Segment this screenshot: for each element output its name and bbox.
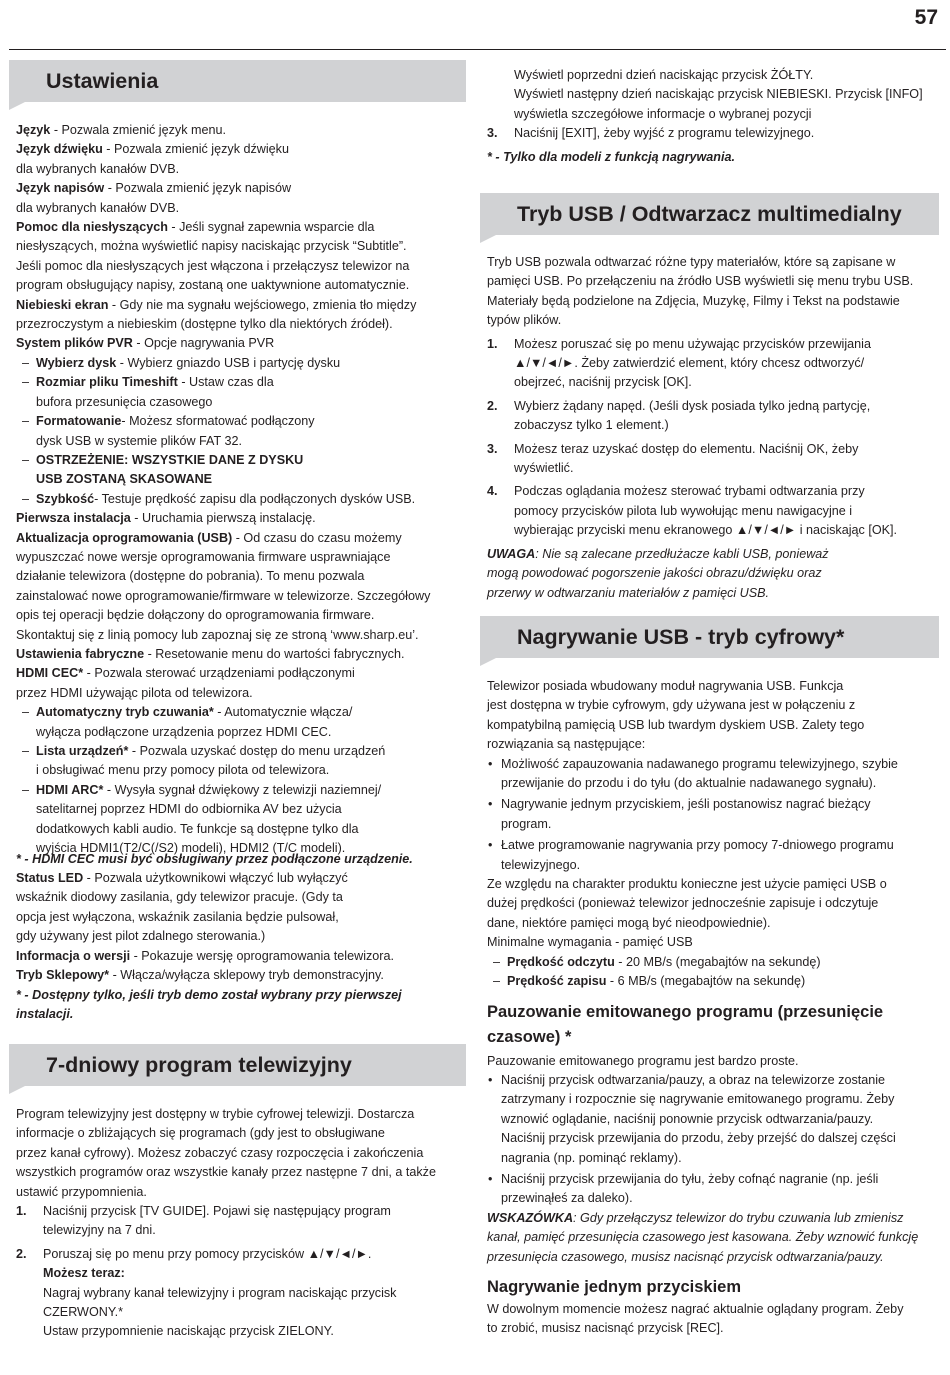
recording-intro-line: jest dostępna w trybie cyfrowym, gdy używana jest w połączeniu z	[487, 698, 856, 713]
recording-intro-line: rozwiązania są następujące:	[487, 737, 646, 752]
requirements-line: dane, niektóre pamięci mogą być nieodpowiednie).	[487, 915, 771, 930]
setting-desc: - Uruchamia pierwszą instalację.	[130, 511, 316, 526]
step-text: wybierając przyciski menu ekranowego ▲/▼/◄/► i naciskając [OK].	[514, 523, 898, 538]
setting-desc: i obsługiwać menu przy pomocy pilota od telewizora.	[36, 763, 330, 778]
setting-line	[16, 548, 466, 567]
bullet-text: • Naciśnij przycisk przewijania do tyłu, żeby cofnąć nagranie (np. jeśli	[501, 1171, 879, 1186]
setting-term: Szybkość	[36, 491, 95, 506]
pause-heading: czasowe) *	[487, 1027, 572, 1046]
setting-line	[16, 373, 466, 392]
setting-desc: - Pozwala użytkownikowi włączyć lub wyłączyć	[83, 871, 348, 885]
setting-desc: - Pozwala zmienić język dźwięku	[102, 142, 289, 157]
bullet-text: wznowić oglądanie, naciśnij ponownie przycisk odtwarzania/pauzy.	[501, 1111, 874, 1126]
setting-term: Pierwsza instalacja	[16, 511, 131, 526]
step-number: 4.	[487, 484, 498, 499]
setting-line	[16, 334, 466, 353]
setting-line	[16, 820, 466, 839]
setting-desc: przez HDMI używając pilota od telewizora.	[16, 685, 253, 700]
setting-term: Język	[16, 123, 51, 137]
recording-requirements	[487, 875, 939, 953]
setting-desc: - Testuje prędkość zapisu dla podłączonych dysków USB.	[94, 491, 416, 506]
one-touch-heading: Nagrywanie jednym przyciskiem	[487, 1277, 742, 1296]
usb-intro-line: pamięci USB. Po przełączeniu na źródło USB wyświetli się menu trybu USB.	[487, 274, 914, 289]
epg-intro-line: wszystkich programów oraz wszystkie kanały przez następne 7 dni, a także	[16, 1165, 436, 1180]
epg-intro-line: przez kanał cyfrowy). Możesz zobaczyć czasy rozpoczęcia i zakończenia	[16, 1145, 424, 1160]
setting-term: Informacja o wersji	[16, 948, 131, 963]
setting-desc: satelitarnej poprzez HDMI do odbiornika AV bez użycia	[36, 802, 342, 817]
setting-line	[16, 800, 466, 819]
setting-term: Pomoc dla niesłyszących	[16, 220, 168, 235]
epg-body	[16, 1105, 466, 1342]
setting-term: Formatowanie	[36, 414, 122, 429]
usb-body	[487, 253, 939, 603]
usb-warning-line: mogą powodować pogorszenie jakości obrazu/dźwięku oraz	[487, 566, 822, 581]
pause-intro: Pauzowanie emitowanego programu jest bardzo proste.	[487, 1053, 799, 1068]
setting-term: Język napisów	[16, 181, 105, 196]
setting-line	[16, 257, 466, 276]
bullet-text: telewizyjnego.	[501, 857, 581, 872]
setting-desc: - Opcje nagrywania PVR	[132, 336, 275, 351]
recording-intro-line: kompatybilną pamięcią USB lub twardym dyskiem USB. Zalety tego	[487, 717, 865, 732]
bullet-item	[487, 836, 939, 875]
recording-intro	[487, 677, 939, 755]
bullet-item	[487, 755, 939, 794]
setting-desc: opcja jest wyłączona, wskaźnik zasilania będzie pulsował,	[16, 909, 339, 924]
note-demo-line1: * - Dostępny tylko, jeśli tryb demo został wybrany przy pierwszej	[16, 988, 402, 1002]
req-label: Prędkość odczytu	[507, 954, 615, 969]
setting-desc: - Jeśli sygnał zapewnia wsparcie dla	[167, 220, 375, 235]
setting-line	[16, 315, 466, 334]
setting-line	[16, 509, 466, 528]
setting-desc: - Pozwala uzyskać dostęp do menu urządzeń	[128, 744, 386, 758]
setting-line	[16, 121, 466, 140]
setting-desc: działanie telewizora (dostępne do pobrania). To menu pozwala	[16, 569, 365, 584]
setting-line	[16, 703, 466, 722]
setting-desc: - Automatycznie włącza/	[213, 705, 353, 720]
requirements-line: dużej prędkości (ponieważ telewizor jednocześnie zapisuje i odczytuje	[487, 896, 879, 911]
setting-line	[16, 606, 466, 625]
step-text: pomocy przycisków pilota lub wywołując menu nawigacyjne i	[514, 503, 853, 518]
epg-step-2	[16, 1245, 466, 1342]
step-text: Wybierz żądany napęd. (Jeśli dysk posiada tylko jedną partycję,	[514, 398, 871, 413]
req-read-speed	[487, 953, 939, 972]
usb-intro	[487, 253, 939, 331]
bullet-text: przewijanie do przodu i do tyłu (do aktualnie nadawanego sygnału).	[501, 776, 877, 791]
setting-term: Aktualizacja oprogramowania (USB)	[16, 530, 233, 545]
note-demo-line2: instalacji.	[16, 1007, 74, 1022]
step-text: CZERWONY.*	[43, 1305, 124, 1320]
setting-line	[16, 587, 466, 606]
step-text: Naciśnij przycisk [TV GUIDE]. Pojawi się następujący program	[43, 1204, 391, 1219]
setting-line	[16, 276, 466, 295]
setting-line	[16, 490, 466, 509]
setting-line	[16, 179, 466, 198]
one-touch-section	[487, 1275, 939, 1339]
setting-line	[16, 684, 466, 703]
setting-line	[16, 218, 466, 237]
one-touch-text: W dowolnym momencie możesz nagrać aktualnie oglądany program. Żeby	[487, 1301, 904, 1316]
bullet-text: przewinąłeś za daleko).	[501, 1191, 633, 1206]
setting-term: OSTRZEŻENIE: WSZYSTKIE DANE Z DYSKU	[36, 452, 304, 467]
step-number: 1.	[487, 336, 498, 351]
epg-intro-line: Program telewizyjny jest dostępny w trybie cyfrowej telewizji. Dostarcza	[16, 1107, 415, 1121]
warning-label: UWAGA	[487, 546, 536, 561]
recording-body	[487, 677, 939, 1339]
step-text: Możesz teraz:	[43, 1266, 125, 1281]
setting-term: HDMI ARC*	[36, 782, 104, 797]
setting-line	[16, 567, 466, 586]
bullet-text: • Możliwość zapauzowania nadawanego programu telewizyjnego, szybie	[501, 756, 898, 771]
setting-desc: - Wysyła sygnał dźwiękowy z telewizji naziemnej/	[103, 782, 382, 797]
req-label: Prędkość zapisu	[507, 974, 607, 989]
step-number: 1.	[16, 1204, 27, 1219]
setting-line	[16, 723, 466, 742]
settings-list	[16, 121, 466, 858]
bullet-text: nagrania (np. pominąć reklamy).	[501, 1150, 682, 1165]
setting-line	[16, 470, 466, 489]
epg-cont-line: Wyświetl następny dzień naciskając przycisk NIEBIESKI. Przycisk [INFO]	[514, 87, 923, 102]
tip-label: WSKAZÓWKA	[487, 1210, 574, 1225]
step-text: Nagraj wybrany kanał telewizyjny i program naciskając przycisk	[43, 1285, 397, 1300]
step-text: telewizyjny na 7 dni.	[43, 1223, 156, 1238]
usb-steps	[487, 335, 939, 541]
setting-term: System plików PVR	[16, 336, 133, 351]
step-text: Poruszaj się po menu przy pomocy przycisków ▲/▼/◄/►.	[43, 1246, 372, 1261]
step-text: Podczas oglądania możesz sterować trybami odtwarzania przy	[514, 484, 865, 499]
req-value: - 20 MB/s (megabajtów na sekundę)	[614, 954, 821, 969]
bullet-text: Naciśnij przycisk przewijania do przodu, żeby przejść do dalszej części	[501, 1131, 896, 1146]
setting-desc: przezroczystym a niebieskim (dostępne tylko dla niektórych źródeł).	[16, 317, 393, 332]
setting-term: Status LED	[16, 871, 84, 885]
section-header-settings: Ustawienia	[9, 60, 466, 102]
setting-line	[16, 529, 466, 548]
setting-term: HDMI CEC*	[16, 666, 84, 681]
epg-continued	[487, 66, 939, 167]
setting-desc: dodatkowych kabli audio. Te funkcje są dostępne tylko dla	[36, 821, 359, 836]
bullet-text: • Naciśnij przycisk odtwarzania/pauzy, a obraz na telewizorze zostanie	[501, 1072, 886, 1087]
setting-line	[16, 869, 466, 888]
step-number: 2.	[16, 1246, 27, 1261]
top-divider	[9, 49, 946, 50]
setting-desc: - Od czasu do czasu możemy	[232, 530, 402, 545]
recording-intro-line: Telewizor posiada wbudowany moduł nagrywania USB. Funkcja	[487, 679, 844, 693]
setting-term: Lista urządzeń*	[36, 744, 129, 758]
bullet-item	[487, 1071, 939, 1168]
bullet-text: • Nagrywanie jednym przyciskiem, jeśli postanowisz nagrać bieżący	[501, 797, 871, 812]
note-hdmi-cec: * - HDMI CEC musi być obsługiwany przez podłączone urządzenie.	[16, 852, 413, 866]
setting-line	[16, 451, 466, 470]
epg-note: * - Tylko dla modeli z funkcją nagrywania.	[487, 149, 735, 164]
setting-line	[16, 947, 466, 966]
usb-warning-line: przerwy w odtwarzaniu materiałów z pamięci USB.	[487, 585, 770, 600]
setting-desc: - Pokazuje wersję oprogramowania telewizora.	[130, 948, 394, 963]
step-text: zobaczysz tylko 1 element.)	[514, 418, 669, 433]
epg-cont-line: Wyświetl poprzedni dzień naciskając przycisk ŻÓŁTY.	[514, 68, 814, 82]
usb-warning	[487, 545, 939, 564]
bullet-text: program.	[501, 816, 552, 831]
setting-desc: - Pozwala zmienić język napisów	[104, 181, 292, 196]
bullet-text: • Łatwe programowanie nagrywania przy pomocy 7-dniowego programu	[501, 838, 894, 853]
step-text: Możesz poruszać się po menu używając przycisków przewijania	[514, 336, 871, 351]
warning-text: : Nie są zalecane przedłużacze kabli USB, ponieważ	[535, 546, 829, 561]
usb-step	[487, 482, 939, 540]
setting-desc: opis tej operacji będzie dołączony do oprogramowania firmware.	[16, 608, 375, 623]
step-text: ▲/▼/◄/►. Żeby zatwierdzić element, który chcesz odtworzyć/	[514, 356, 865, 371]
setting-desc: niesłyszących, można wyświetlić napisy naciskając przycisk “Subtitle”.	[16, 239, 407, 254]
setting-desc: - Włącza/wyłącza sklepowy tryb demonstracyjny.	[109, 968, 384, 983]
pause-section	[487, 1000, 939, 1267]
setting-desc: wskaźnik diodowy zasilania, gdy telewizor pracuje. (Gdy ta	[16, 890, 343, 905]
setting-desc: wypuszczać nowe wersje oprogramowania firmware usprawniające	[16, 549, 391, 564]
requirements-line: Minimalne wymagania - pamięć USB	[487, 935, 693, 950]
step-number: 3.	[487, 441, 498, 456]
setting-term: USB ZOSTANĄ SKASOWANE	[36, 472, 213, 487]
pause-tip-line: przesunięcia czasowego, musisz nacisnąć przycisk odtwarzania/pauzy.	[487, 1249, 884, 1264]
setting-line	[16, 199, 466, 218]
step-text: wyświetlić.	[514, 461, 574, 476]
setting-line	[16, 645, 466, 664]
section-header-recording: Nagrywanie USB - tryb cyfrowy*	[480, 616, 939, 658]
setting-term: Język dźwięku	[16, 142, 103, 157]
setting-desc: - Pozwala zmienić język menu.	[50, 123, 227, 137]
setting-desc: Skontaktuj się z linią pomocy lub zapoznaj się ze stroną ‘www.sharp.eu’.	[16, 627, 419, 642]
bullet-item	[487, 795, 939, 834]
bullet-item	[487, 1170, 939, 1209]
epg-step-3	[487, 124, 939, 143]
setting-term: Ustawienia fabryczne	[16, 646, 145, 661]
step-text: Możesz teraz uzyskać dostęp do elementu. Naciśnij OK, żeby	[514, 441, 859, 456]
setting-desc: - Ustaw czas dla	[177, 375, 274, 390]
settings-note-demo	[16, 986, 466, 1025]
page-number: 57	[914, 6, 938, 29]
setting-term: Automatyczny tryb czuwania*	[36, 705, 214, 720]
one-touch-text: to zrobić, musisz nacisnąć przycisk [REC].	[487, 1321, 724, 1336]
setting-line	[16, 664, 466, 683]
epg-step-1	[16, 1202, 466, 1241]
tip-text: : Gdy przełączysz telewizor do trybu czuwania lub zmienisz	[573, 1210, 904, 1225]
setting-desc: wyjścia HDMI1(T2/C(/S2) modeli), HDMI2 (T/C modeli).	[36, 841, 346, 856]
settings-note-hdmi	[16, 850, 466, 869]
epg-cont-line: wyświetla szczegółowe informacje o wybranej pozycji	[514, 106, 812, 121]
step-text: Ustaw przypomnienie naciskając przycisk ZIELONY.	[43, 1324, 334, 1339]
pause-tip	[487, 1209, 939, 1228]
setting-desc: dla wybranych kanałów DVB.	[16, 161, 180, 176]
setting-desc: zainstalować nowe oprogramowanie/firmware w telewizorze. Szczegółowy	[16, 588, 431, 603]
setting-desc: wyłącza podłączone urządzenia poprzez HDMI CEC.	[36, 724, 332, 739]
step-number: 3.	[487, 126, 498, 141]
setting-desc: - Resetowanie menu do wartości fabrycznych.	[144, 646, 405, 661]
section-header-epg: 7-dniowy program telewizyjny	[9, 1044, 466, 1086]
epg-intro	[16, 1105, 466, 1202]
setting-line	[16, 296, 466, 315]
setting-term: Tryb Sklepowy*	[16, 968, 110, 983]
setting-line	[16, 354, 466, 373]
setting-line	[16, 761, 466, 780]
usb-step	[487, 397, 939, 436]
pause-tip-line: kanał, pamięć przesunięcia czasowego jest kasowana. Żeby wznowić funkcję	[487, 1230, 919, 1245]
setting-line	[16, 412, 466, 431]
setting-term: Wybierz dysk	[36, 355, 117, 370]
setting-desc: dysk USB w systemie plików FAT 32.	[36, 433, 242, 448]
setting-desc: - Gdy nie ma sygnału wejściowego, zmienia tło między	[108, 297, 417, 312]
setting-line	[16, 432, 466, 451]
setting-line	[16, 140, 466, 159]
usb-intro-line: Materiały będą podzielone na Zdjęcia, Muzykę, Filmy i Tekst na podstawie	[487, 293, 900, 308]
setting-line	[16, 888, 466, 907]
setting-line	[16, 966, 466, 985]
section-header-usb: Tryb USB / Odtwarzacz multimedialny	[480, 193, 939, 235]
setting-desc: - Pozwala sterować urządzeniami podłączonymi	[83, 666, 355, 681]
setting-line	[16, 393, 466, 412]
pause-heading: Pauzowanie emitowanego programu (przesunięcie	[487, 1002, 884, 1021]
bullet-text: zatrzymany i rozpocznie się nagrywanie emitowanego programu. Żeby	[501, 1092, 895, 1107]
req-write-speed	[487, 972, 939, 991]
usb-step	[487, 335, 939, 393]
setting-line	[16, 237, 466, 256]
setting-desc: gdy używany jest pilot zdalnego sterowania.)	[16, 929, 266, 944]
epg-intro-line: ustawić przypomnienia.	[16, 1184, 147, 1199]
setting-line	[16, 781, 466, 800]
setting-line	[16, 742, 466, 761]
usb-intro-line: typów plików.	[487, 313, 562, 328]
setting-term: Niebieski ekran	[16, 297, 109, 312]
setting-desc: - Wybierz gniazdo USB i partycję dysku	[116, 355, 341, 370]
setting-line	[16, 626, 466, 645]
setting-line	[16, 160, 466, 179]
setting-line	[16, 927, 466, 946]
setting-desc: - Możesz sformatować podłączony	[121, 414, 315, 429]
settings-list-2	[16, 869, 466, 985]
setting-line	[16, 908, 466, 927]
epg-intro-line: informacje o zbliżających się programach (gdy jest to obsługiwane	[16, 1126, 385, 1141]
step-number: 2.	[487, 398, 498, 413]
setting-desc: bufora przesunięcia czasowego	[36, 394, 213, 409]
usb-intro-line: Tryb USB pozwala odtwarzać różne typy materiałów, które są zapisane w	[487, 255, 896, 269]
setting-desc: Jeśli pomoc dla niesłyszących jest włączona i przełączysz telewizor na	[16, 258, 410, 273]
setting-desc: program obsługujący napisy, zostaną one uaktywnione automatycznie.	[16, 278, 410, 293]
pause-bullets	[487, 1071, 939, 1209]
step-text: obejrzeć, naciśnij przycisk [OK].	[514, 375, 692, 390]
req-value: - 6 MB/s (megabajtów na sekundę)	[606, 974, 806, 989]
step-text: Naciśnij [EXIT], żeby wyjść z programu telewizyjnego.	[514, 126, 815, 141]
recording-bullets	[487, 755, 939, 875]
setting-term: Rozmiar pliku Timeshift	[36, 375, 178, 390]
requirements-line: Ze względu na charakter produktu konieczne jest użycie pamięci USB o	[487, 877, 887, 892]
usb-step	[487, 440, 939, 479]
setting-desc: dla wybranych kanałów DVB.	[16, 200, 180, 215]
